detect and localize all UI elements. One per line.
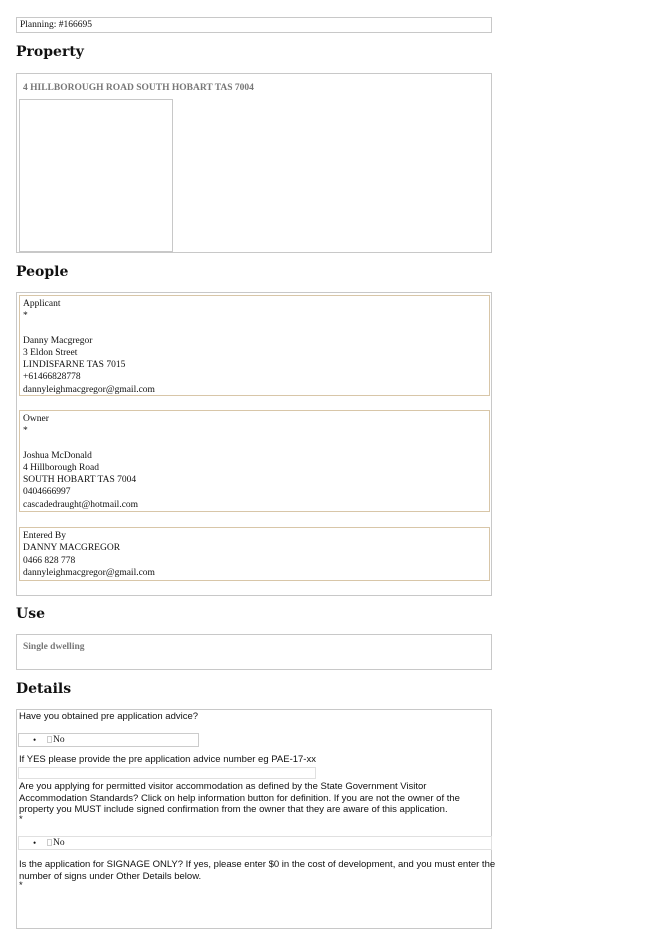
owner-required-marker: * bbox=[23, 426, 28, 437]
use-section bbox=[16, 634, 492, 670]
owner-card bbox=[19, 410, 490, 512]
owner-role: Owner bbox=[23, 414, 49, 424]
entered-by-card bbox=[19, 527, 490, 581]
planning-header bbox=[16, 17, 492, 33]
pre-application-question: Have you obtained pre application advice? bbox=[19, 711, 199, 722]
owner-email: cascadedraught@hotmail.com bbox=[23, 499, 139, 510]
applicant-card bbox=[19, 295, 490, 396]
property-map-frame bbox=[19, 99, 173, 252]
applicant-city: LINDISFARNE TAS 7015 bbox=[23, 360, 126, 371]
property-section bbox=[16, 73, 492, 253]
pre-application-number-input[interactable] bbox=[18, 767, 316, 779]
property-heading: Property bbox=[16, 44, 84, 60]
signage-only-line-1: Is the application for SIGNAGE ONLY? If yes, please enter $0 in the cost of development, and you must enter the bbox=[19, 859, 496, 870]
visitor-accommodation-line-2: Accommodation Standards? Click on help information button for definition. If you are not the owner of the bbox=[19, 792, 460, 804]
planning-number: Planning: #166695 bbox=[20, 20, 93, 30]
applicant-street: 3 Eldon Street bbox=[23, 347, 78, 358]
owner-city: SOUTH HOBART TAS 7004 bbox=[23, 475, 137, 486]
visitor-accommodation-question bbox=[19, 781, 460, 823]
visitor-accommodation-required-marker: * bbox=[19, 813, 23, 825]
owner-street: 4 Hillborough Road bbox=[23, 462, 99, 473]
pre-application-number-question: If YES please provide the pre application advice number eg PAE-17-xx bbox=[19, 754, 316, 765]
signage-only-line-2: number of signs under Other Details below. bbox=[19, 870, 202, 882]
radio-button[interactable] bbox=[47, 839, 52, 846]
entered-by-name: DANNY MACGREGOR bbox=[23, 543, 121, 554]
people-heading: People bbox=[16, 264, 69, 280]
owner-name: Joshua McDonald bbox=[23, 450, 92, 461]
entered-by-role: Entered By bbox=[23, 531, 67, 541]
use-value: Single dwelling bbox=[23, 642, 85, 652]
radio-button[interactable] bbox=[47, 736, 52, 743]
use-heading: Use bbox=[16, 606, 45, 622]
owner-phone: 0404666997 bbox=[23, 487, 71, 498]
entered-by-email: dannyleighmacgregor@gmail.com bbox=[23, 567, 155, 578]
applicant-name: Danny Macgregor bbox=[23, 335, 93, 346]
signage-only-required-marker: * bbox=[19, 880, 23, 891]
property-address: 4 HILLBOROUGH ROAD SOUTH HOBART TAS 7004 bbox=[23, 83, 254, 93]
entered-by-phone: 0466 828 778 bbox=[23, 555, 76, 566]
applicant-phone: +61466828778 bbox=[23, 372, 81, 383]
visitor-accommodation-line-1: Are you applying for permitted visitor accommodation as defined by the State Government Visitor bbox=[19, 781, 427, 792]
bullet-icon: • bbox=[33, 838, 37, 848]
visitor-accommodation-line-3: property you MUST include signed confirmation from the owner that they are aware of this application. bbox=[19, 804, 448, 815]
applicant-role: Applicant bbox=[23, 299, 61, 309]
bullet-icon: • bbox=[33, 735, 37, 745]
pre-application-answer: No bbox=[53, 735, 65, 745]
visitor-accommodation-answer-row[interactable] bbox=[18, 836, 492, 850]
applicant-required-marker: * bbox=[23, 311, 28, 322]
signage-only-question bbox=[19, 859, 495, 889]
applicant-email: dannyleighmacgregor@gmail.com bbox=[23, 384, 155, 395]
visitor-accommodation-answer: No bbox=[53, 838, 65, 848]
pre-application-answer-row[interactable] bbox=[18, 733, 199, 747]
details-heading: Details bbox=[16, 681, 72, 697]
